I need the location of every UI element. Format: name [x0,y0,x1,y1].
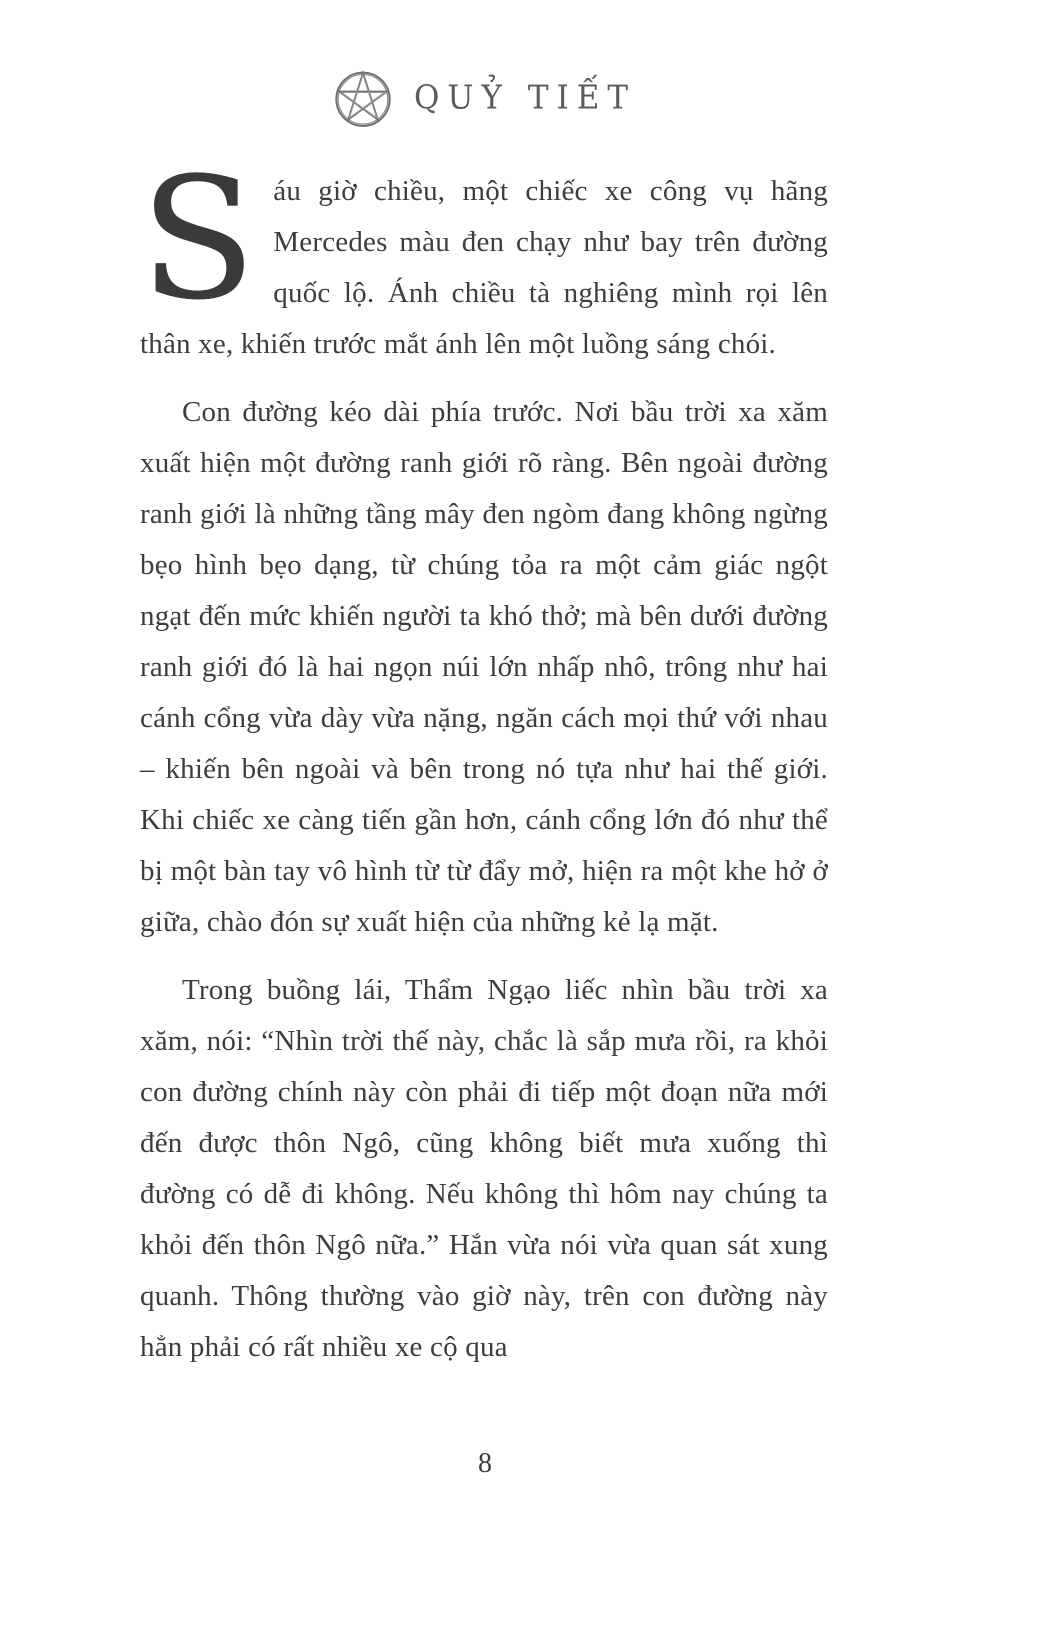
page-header [140,66,828,130]
page-number: 8 [478,1448,492,1479]
page-header-title: QUỶ TIẾT [413,79,637,117]
page-body [140,141,828,1373]
paragraph-text: áu giờ chiều, một chiếc xe công vụ hãng Mercedes màu đen chạy như bay trên đường quốc lộ. Ánh chiều tà nghiêng mình rọi lên thân xe, khiến trước mắt ánh lên một luồng sáng chói. [140,175,828,360]
drop-cap: S [140,141,256,337]
pentagram-icon [332,67,394,129]
body-paragraph: Con đường kéo dài phía trước. Nơi bầu trời xa xăm xuất hiện một đường ranh giới rõ ràng. Bên ngoài đường ranh giới là những tầng mây đen ngòm đang không ngừng bẹo hình bẹo dạng, từ chúng tỏa ra một cảm giác ngột ngạt đến mức khiến người ta khó thở; mà bên dưới đường ranh giới đó là hai ngọn núi lớn nhấp nhô, trông như hai cánh cổng vừa dày vừa nặng, ngăn cách mọi thứ với nhau – khiến bên ngoài và bên trong nó tựa như hai thế giới. Khi chiếc xe càng tiến gần hơn, cánh cổng lớn đó như thể bị một bàn tay vô hình từ từ đẩy mở, hiện ra một khe hở ở giữa, chào đón sự xuất hiện của những kẻ lạ mặt. [140,396,828,938]
body-paragraph [140,141,828,370]
body-paragraph: Trong buồng lái, Thẩm Ngạo liếc nhìn bầu trời xa xăm, nói: “Nhìn trời thế này, chắc là sắp mưa rồi, ra khỏi con đường chính này còn phải đi tiếp một đoạn nữa mới đến được thôn Ngô, cũng không biết mưa xuống thì đường có dễ đi không. Nếu không thì hôm nay chúng ta khỏi đến thôn Ngô nữa.” Hắn vừa nói vừa quan sát xung quanh. Thông thường vào giờ này, trên con đường này hẳn phải có rất nhiều xe cộ qua [140,974,828,1363]
page-footer [140,1448,830,1480]
